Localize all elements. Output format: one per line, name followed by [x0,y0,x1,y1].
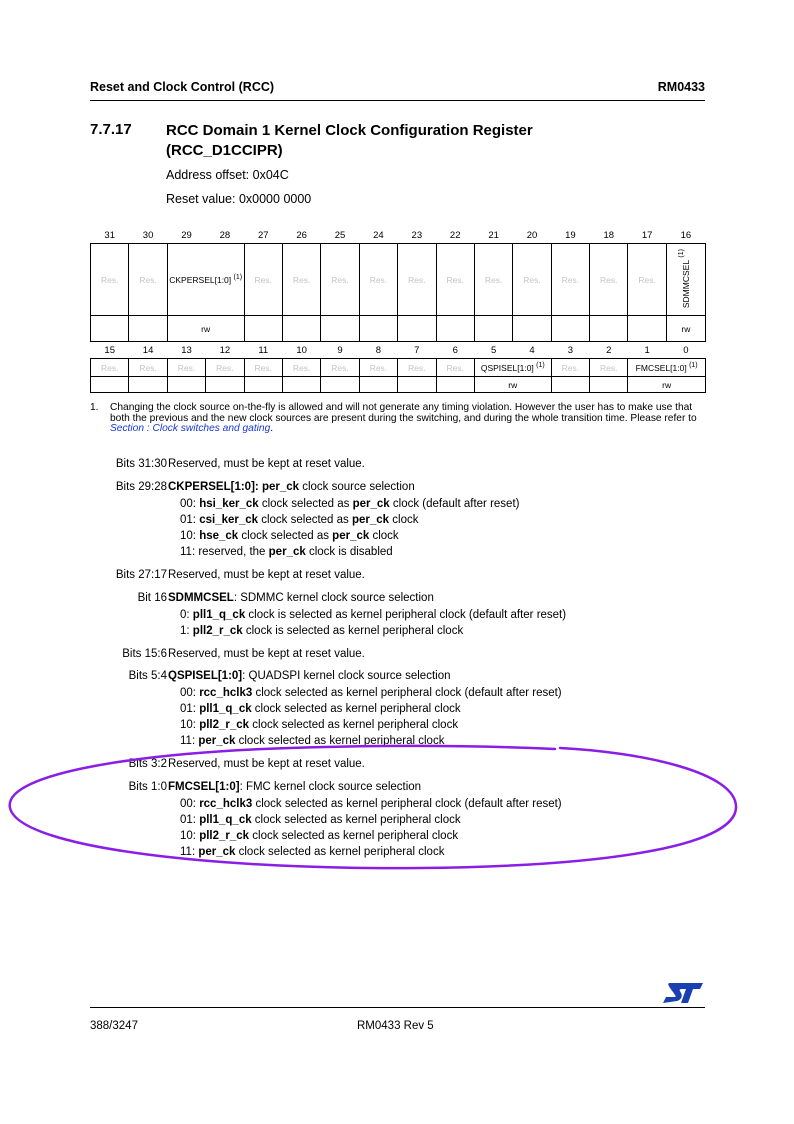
option-text: clock is selected as kernel peripheral clock [242,625,464,637]
bits-29-28-label: Bits 29:28 [115,481,167,493]
signal-name: pll2_r_ck [192,625,243,637]
document-revision: RM0433 Rev 5 [357,1020,434,1032]
signal-name: per_ck [332,530,370,542]
qspisel-name: QSPISEL[1:0] [168,670,243,682]
signal-name: pll1_q_ck [192,609,246,621]
reserved-cell: Res. [321,359,359,377]
fmcsel-label: FMCSEL[1:0] [635,362,687,373]
reserved-cell: Res. [590,359,628,377]
access-cell [321,377,359,393]
section-number: 7.7.17 [90,121,132,138]
option-code: 11: [180,846,199,858]
separator: : [254,481,262,493]
bits-3-2-label: Bits 3:2 [128,758,167,770]
reserved-cell: Res. [551,359,589,377]
signal-name: pll1_q_ck [199,703,252,715]
bits-5-4-label: Bits 5:4 [128,670,167,682]
option-text: clock [389,514,419,526]
bit-number-row-upper [91,228,706,244]
bits-27-17-label: Bits 27:17 [115,569,167,581]
qspisel-desc [168,670,451,682]
reserved-cell: Res. [398,244,436,316]
bit-number: 30 [142,230,154,241]
qspisel-access: rw [474,377,551,393]
desc-text: clock source selection [299,481,415,493]
option-text: clock selected as kernel peripheral clock (default after reset) [252,798,562,810]
bit-number: 1 [644,345,650,356]
signal-name: pll1_q_ck [199,814,252,826]
access-cell [244,377,282,393]
ckpersel-name: CKPERSEL[1:0] [168,481,255,493]
access-cell [129,316,167,342]
bit-number: 27 [257,230,269,241]
access-cell [436,377,474,393]
reserved-cell: Res. [551,244,589,316]
qspisel-label: QSPISEL[1:0] [480,362,534,373]
bit-number: 3 [567,345,574,356]
reserved-cell: Res. [398,359,436,377]
sdmmcsel-text: SDMMCSEL [680,259,691,309]
option-code: 01: [180,703,200,715]
bit-16-label: Bit 16 [137,592,167,604]
footnote-marker: (1) [233,273,243,281]
option-code: 1: [180,625,193,637]
option-text: clock selected as [238,530,333,542]
signal-name: per_ck [198,735,236,747]
bit-number: 13 [181,345,192,356]
signal-name: hsi_ker_ck [199,498,259,510]
bit-number: 20 [526,230,538,241]
bit-number: 18 [603,230,615,241]
option-text: clock selected as kernel peripheral clock [249,830,459,842]
reserved-cell: Res. [244,244,282,316]
signal-name: per_ck [268,546,306,558]
register-table-upper [90,228,706,342]
footnote-number: 1. [90,402,99,413]
ckpersel-option-01 [180,514,419,526]
reserved-cell: Res. [91,244,129,316]
bit-number: 31 [104,230,115,241]
qspisel-option-00 [180,687,562,699]
access-cell [398,377,436,393]
access-cell [359,377,397,393]
option-code: 01: [180,514,200,526]
fmcsel-option-01 [180,814,461,826]
bit-number: 10 [296,345,307,356]
access-cell [359,316,397,342]
section-title-line-2: (RCC_D1CCIPR) [166,142,283,159]
field-row-upper [91,244,706,316]
option-text: clock (default after reset) [389,498,520,510]
option-text: clock selected as [258,514,352,526]
signal-name: csi_ker_ck [199,514,259,526]
signal-name: rcc_hclk3 [199,798,253,810]
reserved-cell: Res. [244,359,282,377]
bit-number: 0 [683,345,689,356]
bits-27-17-desc: Reserved, must be kept at reset value. [168,569,365,581]
sdmmcsel-option-0 [180,609,566,621]
desc-text: : SDMMC kernel clock source selection [233,592,434,604]
reserved-cell: Res. [628,244,666,316]
bit-number: 2 [606,345,612,356]
fmcsel-name: FMCSEL[1:0] [168,781,240,793]
sdmmcsel-label [678,248,691,309]
reset-value: Reset value: 0x0000 0000 [166,192,312,206]
access-cell [282,316,320,342]
bit-number: 21 [488,230,499,241]
access-row-lower [91,377,706,393]
option-code: 0: [180,609,193,621]
running-header-title: Reset and Clock Control (RCC) [90,80,275,94]
option-code: 11: [180,735,199,747]
access-cell [244,316,282,342]
signal-name: per_ck [198,846,236,858]
desc-text: : QUADSPI kernel clock source selection [242,670,451,682]
footnote-end: . [270,423,274,434]
ckpersel-option-11 [180,546,393,558]
signal-name: per_ck [261,481,300,493]
bit-number: 25 [334,230,346,241]
register-table-lower [90,343,706,393]
fmcsel-option-10 [180,830,458,842]
st-logo-icon [662,982,704,1004]
option-code: 00: [180,498,200,510]
reserved-cell: Res. [282,359,320,377]
bit-number: 12 [219,345,231,356]
bit-number: 4 [529,345,535,356]
reserved-cell: Res. [359,359,397,377]
fmcsel-option-11 [180,846,444,858]
sdmmcsel-name: SDMMCSEL [168,592,234,604]
fmcsel-desc [168,781,421,793]
reserved-cell: Res. [436,244,474,316]
desc-text: : FMC kernel clock source selection [239,781,422,793]
access-cell [129,377,167,393]
bit-number: 9 [337,345,343,356]
bit-number: 28 [219,230,231,241]
access-cell [551,377,589,393]
access-cell [590,316,628,342]
option-text: clock selected as kernel peripheral clock [249,719,459,731]
signal-name: rcc_hclk3 [199,687,253,699]
bit-number: 8 [375,345,382,356]
bit-number: 26 [296,230,307,241]
section-title-line-1: RCC Domain 1 Kernel Clock Configuration Register [166,122,533,139]
option-text: clock is disabled [305,546,393,558]
sdmmcsel-field [666,244,705,316]
option-code: 00: [180,687,200,699]
reserved-cell: Res. [513,244,551,316]
option-code: 10: [180,530,200,542]
footnote [90,403,700,435]
section-title [166,121,646,161]
access-cell [282,377,320,393]
access-cell [513,316,551,342]
option-text: clock selected as kernel peripheral clock [235,846,445,858]
signal-name: pll2_r_ck [199,719,250,731]
footnote-text [110,403,700,435]
reserved-cell: Res. [129,359,167,377]
bit-number: 23 [411,230,423,241]
access-cell [91,377,129,393]
bits-15-6-desc: Reserved, must be kept at reset value. [168,648,365,660]
bits-3-2-desc: Reserved, must be kept at reset value. [168,758,365,770]
option-code: 01: [180,814,200,826]
ckpersel-field [167,244,244,316]
bit-number: 6 [452,345,458,356]
signal-name: hse_ck [199,530,239,542]
reserved-cell: Res. [436,359,474,377]
access-row-upper [91,316,706,342]
signal-name: pll2_r_ck [199,830,250,842]
option-text: clock is selected as kernel peripheral clock (default after reset) [245,609,567,621]
option-code: 10: [180,719,200,731]
access-cell [206,377,244,393]
access-cell [474,316,512,342]
option-code: 11: reserved, the [180,546,269,558]
qspisel-option-11 [180,735,444,747]
bit-number: 15 [104,345,115,356]
bit-number: 24 [373,230,384,241]
sdmmcsel-access: rw [666,316,705,342]
fmcsel-option-00 [180,798,562,810]
bits-31-30-label: Bits 31:30 [115,458,167,470]
option-code: 10: [180,830,200,842]
access-cell [398,316,436,342]
footnote-body: Changing the clock source on-the-fly is allowed and will not generate any timing violation. However the user has to make use that both the previous and the new clock sources are present during the switching, and during the whole transition time. Please refer to [110,402,697,424]
address-offset: Address offset: 0x04C [166,168,289,182]
access-cell [91,316,129,342]
bit-number: 17 [641,230,653,241]
access-cell [436,316,474,342]
page-number: 388/3247 [90,1020,138,1032]
access-cell [590,377,628,393]
header-rule [90,100,705,101]
sdmmcsel-option-1 [180,625,463,637]
access-cell [628,316,666,342]
bit-number: 7 [414,345,420,356]
signal-name: per_ck [352,514,390,526]
bit-number: 29 [181,230,192,241]
bit-number: 22 [449,230,461,241]
reserved-cell: Res. [206,359,244,377]
footer-rule [90,1007,705,1008]
bits-1-0-label: Bits 1:0 [128,781,167,793]
bits-15-6-label: Bits 15:6 [122,648,167,660]
footnote-marker: (1) [689,361,698,369]
reserved-cell: Res. [474,244,512,316]
field-row-lower [91,359,706,377]
option-text: clock selected as kernel peripheral clock [251,703,461,715]
reserved-cell: Res. [167,359,205,377]
reserved-cell: Res. [590,244,628,316]
option-text: clock selected as kernel peripheral clock (default after reset) [252,687,562,699]
ckpersel-access: rw [167,316,244,342]
bit-number: 16 [680,230,692,241]
access-cell [551,316,589,342]
ckpersel-option-00 [180,498,519,510]
access-cell [321,316,359,342]
reserved-cell: Res. [282,244,320,316]
ckpersel-label: CKPERSEL[1:0] [169,274,232,285]
ckpersel-option-10 [180,530,399,542]
footnote-section-link[interactable]: Section : Clock switches and gating [110,423,271,434]
reserved-cell: Res. [321,244,359,316]
running-header-doc: RM0433 [657,80,705,94]
bit-number: 5 [490,345,497,356]
fmcsel-access: rw [628,377,705,393]
fmcsel-field [628,359,705,377]
option-text: clock selected as [258,498,353,510]
qspisel-option-01 [180,703,461,715]
sdmmcsel-desc [168,592,434,604]
option-code: 00: [180,798,200,810]
reserved-cell: Res. [129,244,167,316]
signal-name: per_ck [352,498,390,510]
qspisel-option-10 [180,719,458,731]
qspisel-field [474,359,551,377]
reserved-cell: Res. [91,359,129,377]
bit-number: 14 [142,345,154,356]
access-cell [167,377,205,393]
bit-number: 11 [258,345,269,356]
bit-number: 19 [565,230,576,241]
ckpersel-desc [168,481,415,493]
footnote-marker: (1) [536,361,545,369]
footnote-marker: (1) [678,248,686,258]
option-text: clock selected as kernel peripheral clock [235,735,445,747]
option-text: clock selected as kernel peripheral clock [251,814,461,826]
option-text: clock [369,530,399,542]
bits-31-30-desc: Reserved, must be kept at reset value. [168,458,365,470]
reserved-cell: Res. [359,244,397,316]
bit-number-row-lower [91,343,706,359]
